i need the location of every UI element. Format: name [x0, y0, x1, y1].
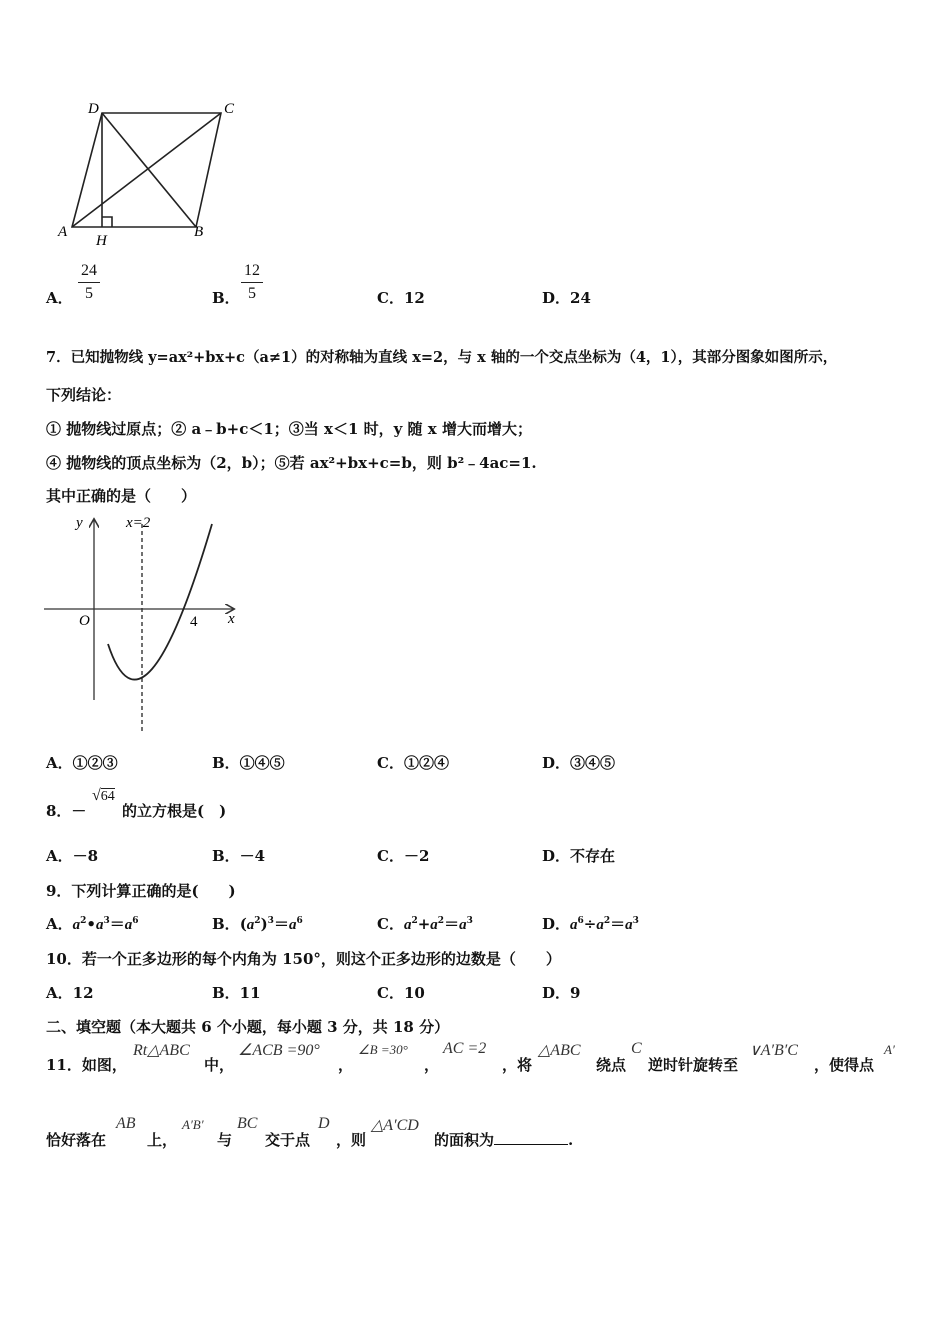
q11-text-3: ，: [338, 1056, 354, 1074]
parallelogram-figure: [55, 95, 245, 250]
q7-option-b: B．①④⑤: [212, 754, 285, 772]
q8-prefix: 8．－: [46, 802, 87, 820]
q6-option-b-denominator: 5: [248, 285, 256, 302]
graph-y-label: y: [76, 515, 83, 531]
q8-option-a: A．－8: [46, 847, 99, 865]
q10-option-c: C．10: [377, 984, 425, 1002]
q7-stem-line4: ④ 抛物线的顶点坐标为（2，b）；⑤若 ax²+bx+c=b，则 b²﹣4ac=1.: [46, 454, 537, 472]
q6-option-d: D．24: [542, 289, 591, 307]
q6-option-a-fraction: [78, 262, 100, 303]
q11-text-4: ，: [424, 1056, 440, 1074]
q10-option-d: D．9: [542, 984, 581, 1002]
q8-radical: √64: [92, 787, 115, 804]
q8-option-d: D．不存在: [542, 847, 616, 865]
q8-option-b: B．－4: [212, 847, 266, 865]
graph-x-label: x: [228, 611, 235, 627]
q9-option-a: A．$a^2•a^3=a^6$: [46, 915, 139, 933]
q11-text-14: [434, 1129, 573, 1150]
label-c: C: [224, 101, 235, 117]
q11-text-2: 中，: [204, 1056, 235, 1074]
graph-origin-label: O: [79, 613, 90, 629]
q11-math-angle-b: ∠B =30°: [358, 1042, 408, 1057]
q11-math-ac: AC =2: [443, 1040, 487, 1057]
diagonal-db: [102, 113, 196, 227]
q6-option-b-numerator: 12: [244, 262, 260, 279]
q8-radicand: 64: [100, 789, 115, 804]
label-h: H: [96, 233, 107, 249]
parabola-curve: [108, 524, 212, 680]
q7-stem-line3: ① 抛物线过原点；② a﹣b+c＜1；③当 x＜1 时，y 随 x 增大而增大；: [46, 420, 532, 438]
q6-option-c: C．12: [377, 289, 425, 307]
q7-stem-line2: 下列结论：: [46, 386, 122, 404]
q11-math-bc: BC: [237, 1115, 258, 1132]
q7-stem-line1: 7．已知抛物线 y=ax²+bx+c（a≠1）的对称轴为直线 x=2，与 x 轴的一个交点坐标为（4，1），其部分图象如图所示，: [46, 349, 838, 366]
q11-text-15: .: [568, 1131, 574, 1149]
q9-option-a-label: A．: [46, 915, 73, 933]
q11-math-angle-acb: ∠ACB =90°: [238, 1042, 320, 1059]
q11-text-8: ，使得点: [814, 1056, 875, 1074]
section-2-title: 二、填空题（本大题共 6 个小题，每小题 3 分，共 18 分）: [46, 1018, 450, 1036]
q10-option-b: B．11: [212, 984, 261, 1002]
parabola-graph: [40, 512, 245, 737]
q9-option-c: C．$a^2+a^2=a^3$: [377, 915, 473, 933]
diagonal-ac: [72, 113, 221, 227]
q6-option-a-numerator: 24: [81, 262, 97, 279]
q7-stem-line5: 其中正确的是（ ）: [46, 487, 197, 505]
q6-option-a-label: A．: [46, 289, 73, 307]
graph-axis-label: x=2: [126, 515, 151, 531]
q9-option-b: B．$(a^2)^3=a^6$: [212, 915, 303, 933]
q11-math-point-d: D: [318, 1115, 330, 1132]
q11-answer-blank[interactable]: [494, 1130, 568, 1145]
label-b: B: [194, 224, 204, 240]
q11-math-ab: AB: [116, 1115, 136, 1132]
q11-math-rotated-triangle: ∨A′B′C: [749, 1042, 798, 1059]
q11-text-12: 交于点: [265, 1131, 311, 1149]
right-angle-mark: [102, 217, 112, 227]
q7-option-c: C．①②④: [377, 754, 449, 772]
q11-text-14-label: 的面积为: [434, 1131, 495, 1149]
q11-math-a-prime-b-prime: A′B′: [182, 1117, 204, 1132]
q9-stem: 9．下列计算正确的是( ): [46, 882, 236, 900]
q11-text-6: 绕点: [596, 1056, 627, 1074]
q11-text-13: ，则: [336, 1131, 367, 1149]
q6-option-b-label: B．: [212, 289, 240, 307]
q9-option-c-label: C．: [377, 915, 404, 933]
q8-option-c: C．－2: [377, 847, 430, 865]
q9-option-b-label: B．: [212, 915, 240, 933]
q11-math-triangle-a-prime-cd: △A′CD: [371, 1117, 419, 1134]
label-a: A: [58, 224, 68, 240]
q10-stem: 10．若一个正多边形的每个内角为 150°，则这个正多边形的边数是（ ）: [46, 950, 561, 968]
q9-option-d: D．$a^6\div a^2=a^3$: [542, 915, 639, 933]
q11-text-11: 与: [217, 1131, 233, 1149]
graph-root-label: 4: [190, 614, 198, 630]
q6-option-a-denominator: 5: [85, 285, 93, 302]
q11-text-1: 11．如图，: [46, 1056, 127, 1074]
q11-math-point-a-prime: A′: [884, 1042, 895, 1057]
q7-option-a: A．①②③: [46, 754, 118, 772]
q11-math-point-c: C: [631, 1040, 642, 1057]
q8-suffix: 的立方根是( ): [122, 802, 227, 820]
q11-text-9: 恰好落在: [46, 1131, 107, 1149]
q10-option-a: A．12: [46, 984, 94, 1002]
q6-option-b-fraction: [241, 262, 263, 303]
q11-math-triangle-abc: △ABC: [538, 1042, 581, 1059]
q11-text-7: 逆时针旋转至: [648, 1056, 739, 1074]
q11-text-5: ，将: [502, 1056, 533, 1074]
q7-option-d: D．③④⑤: [542, 754, 616, 772]
q11-math-rt-triangle: Rt△ABC: [133, 1042, 190, 1059]
q11-text-10: 上，: [147, 1131, 178, 1149]
q9-option-d-label: D．: [542, 915, 571, 933]
label-d: D: [88, 101, 99, 117]
